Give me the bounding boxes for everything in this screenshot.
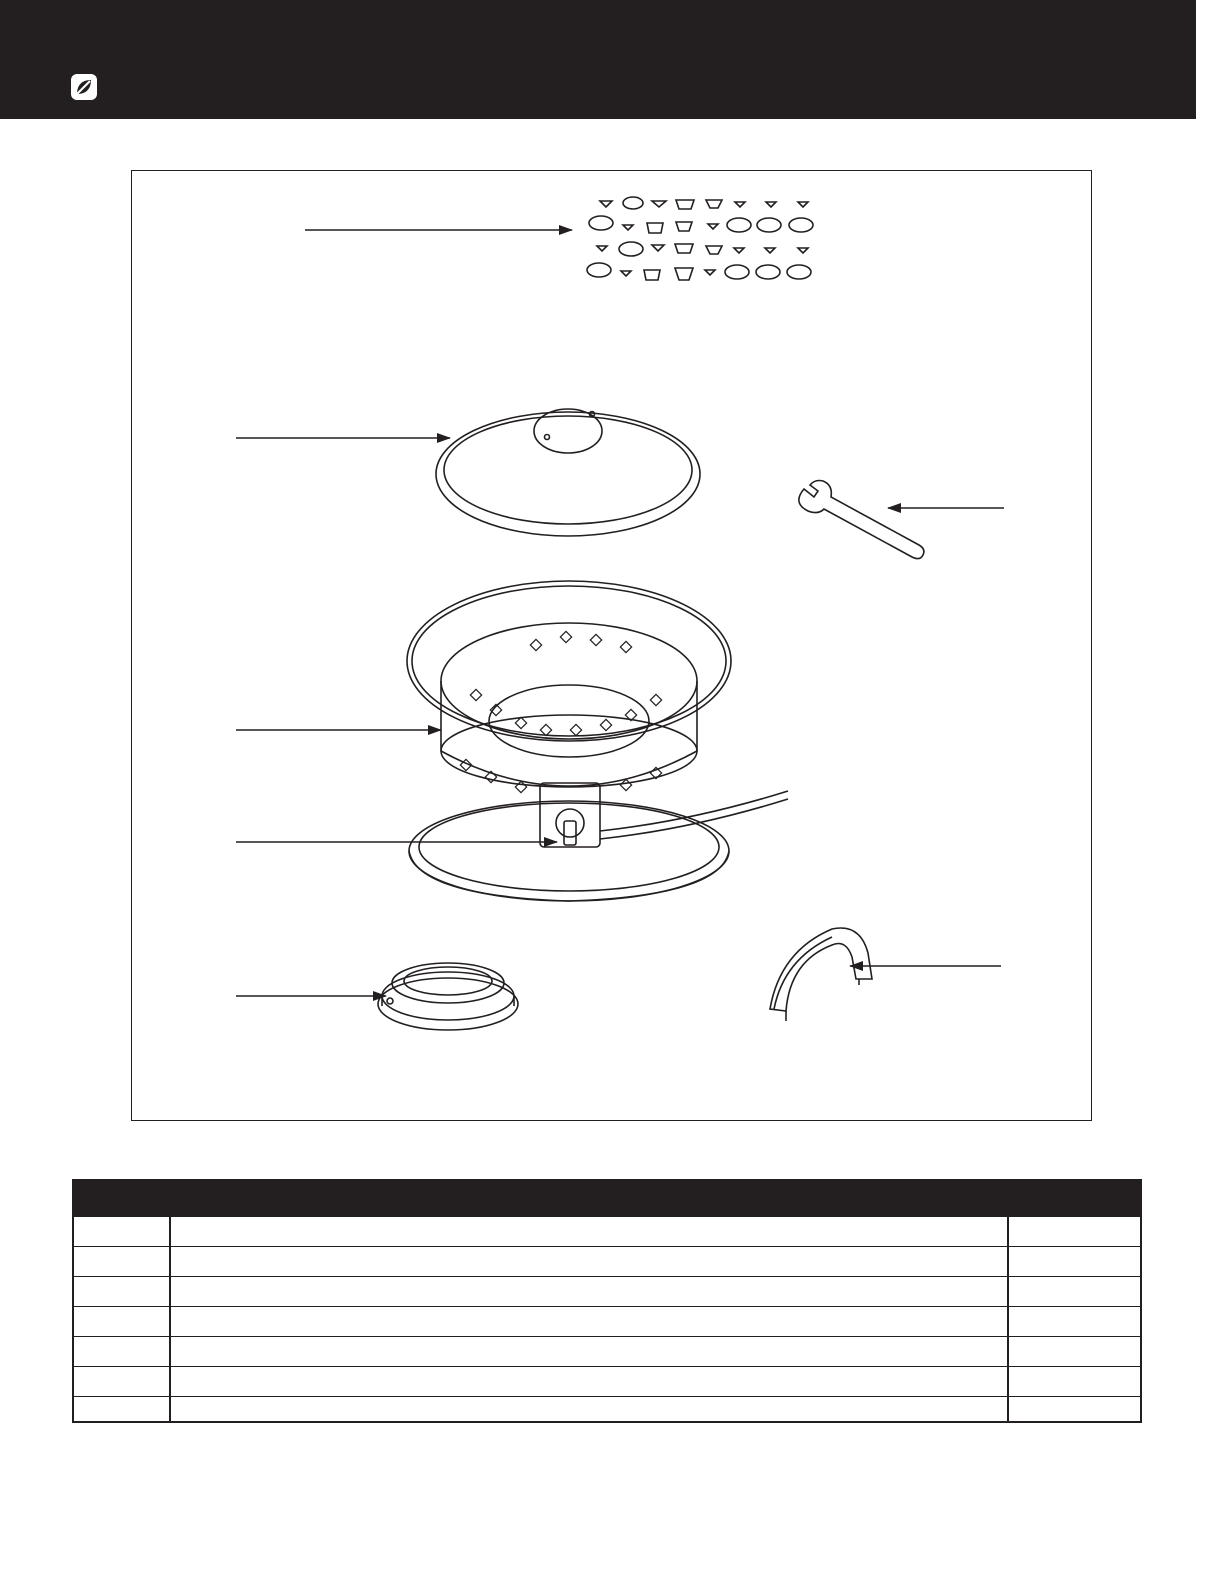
table-cell <box>74 1277 170 1306</box>
table-cell <box>170 1307 1008 1336</box>
table-cell <box>1008 1307 1140 1336</box>
table-cell <box>170 1337 1008 1366</box>
table-row <box>74 1276 1140 1306</box>
table-cell <box>1008 1217 1140 1246</box>
table-cell <box>1008 1247 1140 1276</box>
header-bar <box>0 0 1196 119</box>
header-cell-description <box>170 1181 1008 1216</box>
table-cell <box>170 1397 1008 1421</box>
table-row <box>74 1216 1140 1246</box>
table-cell <box>170 1277 1008 1306</box>
leaf-logo-icon <box>70 73 98 101</box>
exploded-parts-diagram <box>131 170 1092 1121</box>
table-row <box>74 1336 1140 1366</box>
table-cell <box>74 1307 170 1336</box>
burner-assembly-illustration <box>407 581 788 901</box>
table-cell <box>170 1217 1008 1246</box>
table-cell <box>1008 1367 1140 1396</box>
table-row <box>74 1366 1140 1396</box>
table-cell <box>1008 1397 1140 1421</box>
table-cell <box>74 1337 170 1366</box>
lava-rocks-illustration <box>587 197 813 280</box>
table-cell <box>74 1397 170 1421</box>
table-cell <box>170 1367 1008 1396</box>
wrench-illustration <box>799 481 924 559</box>
table-row <box>74 1396 1140 1421</box>
table-row <box>74 1306 1140 1336</box>
parts-list-table <box>72 1179 1142 1423</box>
header-cell-qty <box>1008 1181 1140 1216</box>
table-cell <box>74 1367 170 1396</box>
table-header-row <box>74 1181 1140 1216</box>
table-cell <box>74 1217 170 1246</box>
base-ring-illustration <box>378 963 518 1030</box>
table-cell <box>1008 1277 1140 1306</box>
table-cell <box>170 1247 1008 1276</box>
table-cell <box>74 1247 170 1276</box>
table-row <box>74 1246 1140 1276</box>
handle-illustration <box>770 928 872 1021</box>
table-cell <box>1008 1337 1140 1366</box>
header-cell-part <box>74 1181 170 1216</box>
lid-illustration <box>436 409 700 536</box>
